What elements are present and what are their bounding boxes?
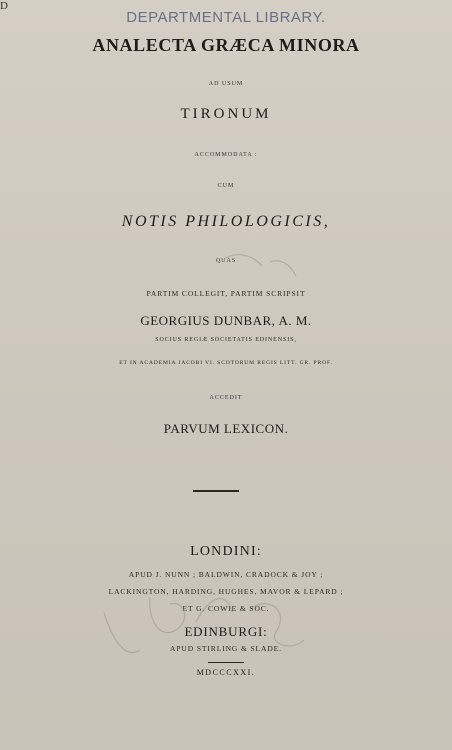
partim-line: PARTIM COLLEGIT, PARTIM SCRIPSIT xyxy=(146,289,306,298)
quas-line: QUAS xyxy=(215,258,237,264)
title-rule xyxy=(193,490,239,492)
tironum-line: TIRONUM xyxy=(180,106,272,122)
author-name: GEORGIUS DUNBAR, A. M. xyxy=(140,313,312,328)
imprint-printers-4: APUD STIRLING & SLADE. xyxy=(170,644,282,653)
imprint-date: MDCCCXXI. xyxy=(196,668,256,677)
accedit-line: ACCEDIT xyxy=(209,395,243,401)
accommodata-line: ACCOMMODATA : xyxy=(194,152,258,158)
notis-line: NOTIS PHILOLOGICIS, xyxy=(121,213,331,230)
imprint-printers-2: LACKINGTON, HARDING, HUGHES, MAVOR & LEPARD ; xyxy=(108,587,344,596)
society-line: SOCIUS REGIÆ SOCIETATIS EDINENSIS, xyxy=(155,337,297,343)
lexicon-line: PARVUM LEXICON. xyxy=(163,421,289,436)
imprint-place-edinburgh: EDINBURGI: xyxy=(184,624,268,639)
library-stamp: DEPARTMENTAL LIBRARY. xyxy=(126,9,326,26)
cum-line: CUM xyxy=(217,183,235,189)
imprint-rule xyxy=(208,662,244,663)
book-title: ANALECTA GRÆCA MINORA xyxy=(92,35,360,55)
corner-mark: D xyxy=(0,0,8,12)
ad-usum-line: AD USUM xyxy=(208,81,244,87)
imprint-printers-1: APUD J. NUNN ; BALDWIN, CRADOCK & JOY ; xyxy=(128,570,324,579)
imprint-printers-3: ET G. COWIE & SOC. xyxy=(182,604,270,613)
imprint-place-london: LONDINI: xyxy=(190,544,262,559)
academia-line: ET IN ACADEMIA JACOBI VI. SCOTORUM REGIS LITT. GR. PROF. xyxy=(119,360,333,366)
